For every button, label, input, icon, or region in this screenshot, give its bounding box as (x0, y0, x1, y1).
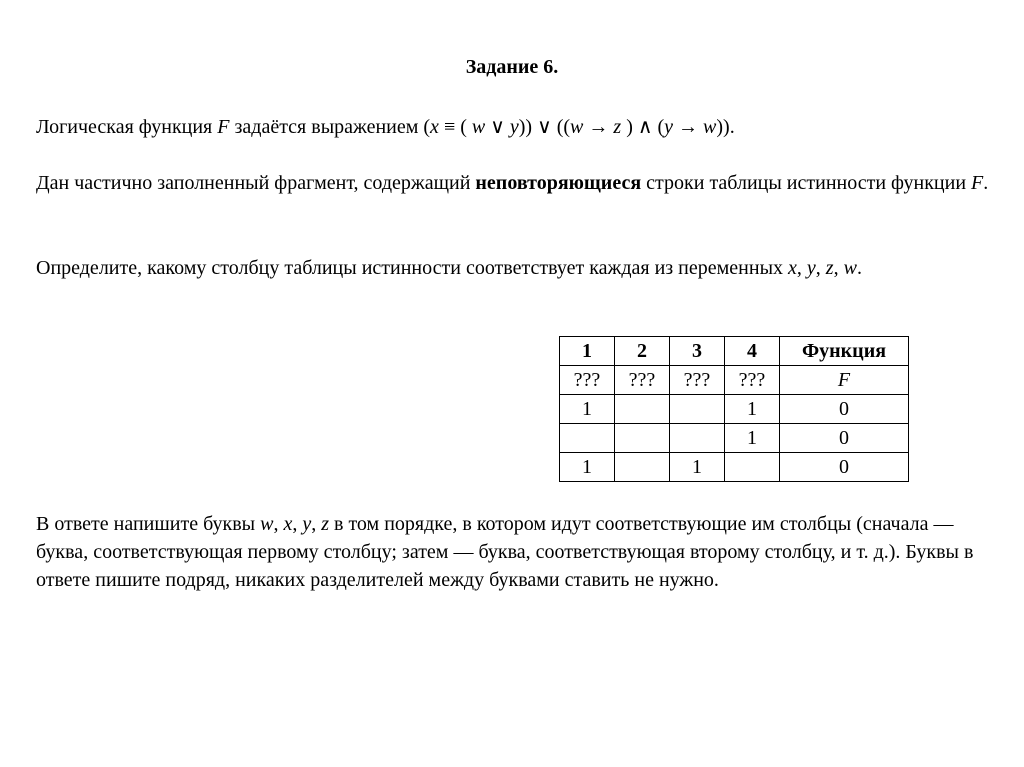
table-cell: ??? (670, 366, 725, 395)
table-row (560, 395, 909, 424)
truth-table (559, 336, 909, 482)
table-cell (670, 395, 725, 424)
var-z: z (613, 116, 622, 138)
table-cell (560, 424, 615, 453)
table-cell: 1 (560, 453, 615, 482)
text-segment: В ответе напишите буквы (36, 513, 261, 535)
table-header-cell: 1 (560, 337, 615, 366)
fragment-description-paragraph (36, 169, 996, 197)
table-cell: ??? (725, 366, 780, 395)
table-row (560, 424, 909, 453)
function-definition-paragraph (36, 113, 996, 141)
table-header-cell: 2 (615, 337, 670, 366)
table-cell: 0 (780, 395, 909, 424)
text-segment: , (311, 513, 322, 535)
table-cell: 1 (725, 395, 780, 424)
var-z: z (321, 513, 330, 535)
var-y: y (806, 257, 816, 279)
table-cell: 0 (780, 424, 909, 453)
text-segment: , (273, 513, 284, 535)
var-y: y (302, 513, 312, 535)
table-cell (615, 395, 670, 424)
table-cell: ??? (615, 366, 670, 395)
text-segment: ∨ (485, 116, 510, 138)
text-segment: , (796, 257, 807, 279)
text-segment: ≡ ( (438, 116, 472, 138)
text-segment: , (833, 257, 844, 279)
table-header-row (560, 337, 909, 366)
table-cell: 1 (670, 453, 725, 482)
text-segment: )). (716, 116, 735, 138)
var-y: y (664, 116, 674, 138)
table-cell: 0 (780, 453, 909, 482)
table-cell: ??? (560, 366, 615, 395)
text-segment: . (856, 257, 862, 279)
table-cell (615, 453, 670, 482)
var-y: y (509, 116, 519, 138)
table-row (560, 366, 909, 395)
text-segment: строки таблицы истинности функции (641, 172, 972, 194)
answer-instructions-paragraph (36, 510, 996, 594)
text-segment: , (815, 257, 826, 279)
task-title: Задание 6. (465, 56, 559, 78)
table-cell: 1 (560, 395, 615, 424)
bold-keyword: неповторяющиеся (475, 172, 642, 194)
text-segment: задаётся выражением ( (229, 116, 431, 138)
var-f: F (217, 116, 230, 138)
var-x: x (788, 257, 797, 279)
text-segment: Определите, какому столбцу таблицы истинности соответствует каждая из переменных (36, 257, 789, 279)
text-segment: )) ∨ (( (518, 116, 571, 138)
table-cell: 1 (725, 424, 780, 453)
var-f: F (837, 369, 851, 391)
var-f: F (971, 172, 984, 194)
table-header-cell: 4 (725, 337, 780, 366)
table-cell (670, 424, 725, 453)
text-segment: Логическая функция (36, 116, 218, 138)
text-segment: Дан частично заполненный фрагмент, содержащий (36, 172, 476, 194)
var-z: z (825, 257, 834, 279)
var-x: x (430, 116, 439, 138)
text-segment: . (983, 172, 989, 194)
text-segment: → (673, 116, 704, 138)
table-header-cell: Функция (780, 337, 909, 366)
text-segment: ) ∧ ( (621, 116, 665, 138)
table-cell (615, 424, 670, 453)
text-segment: , (292, 513, 303, 535)
text-segment: → (583, 116, 614, 138)
table-cell (780, 366, 909, 395)
table-header-cell: 3 (670, 337, 725, 366)
var-x: x (283, 513, 293, 535)
question-paragraph (36, 254, 996, 282)
var-w: w (471, 116, 486, 138)
var-w: w (570, 116, 584, 138)
text-segment: в том порядке, в котором идут соответствующие им столбцы (сначала — буква, соответствующая первому столбцу; затем — буква, соответствующая второму столбцу, и т. д.). Буквы в ответе пишите подряд, никаких разделителей между буквами ставить не нужно. (36, 513, 974, 591)
table-row (560, 453, 909, 482)
var-w: w (843, 257, 857, 279)
table-cell (725, 453, 780, 482)
var-w: w (703, 116, 717, 138)
var-w: w (260, 513, 274, 535)
